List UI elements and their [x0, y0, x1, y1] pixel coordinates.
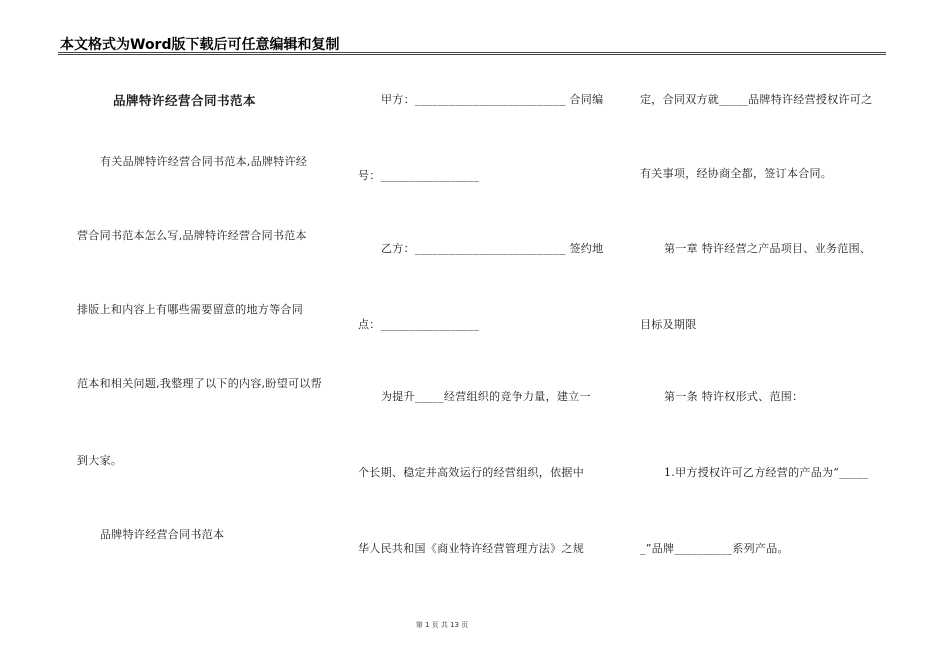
header-rule — [58, 52, 886, 55]
paragraph-line: 营合同书范本怎么写,品牌特许经营合同书范本 — [77, 229, 307, 242]
party-a-line: 甲方：__________________________ 合同编 — [381, 93, 604, 106]
paragraph-line: 华人民共和国《商业特许经营管理方法》之规 — [358, 542, 584, 555]
paragraph-line: 有关品牌特许经营合同书范本,品牌特许经 — [100, 155, 308, 168]
article-heading: 第一条 特许权形式、范围： — [664, 390, 804, 403]
signing-place-line: 点：_________________ — [358, 318, 480, 331]
clause-line: _”品牌__________系列产品。 — [640, 542, 789, 555]
paragraph-line: 为提升_____经营组织的竞争力量，建立一 — [381, 390, 591, 403]
paragraph-line: 范本和相关问题,我整理了以下的内容,盼望可以帮 — [77, 377, 322, 390]
contract-number-line: 号：_________________ — [358, 169, 480, 182]
clause-line: 1.甲方授权许可乙方经营的产品为“_____ — [664, 466, 869, 479]
section-heading: 品牌特许经营合同书范本 — [100, 528, 225, 541]
paragraph-line: 定，合同双方就_____品牌特许经营授权许可之 — [640, 93, 873, 106]
paragraph-line: 排版上和内容上有哪些需要留意的地方等合同 — [77, 303, 303, 316]
document-banner: 本文格式为Word版下载后可任意编辑和复制 — [60, 37, 340, 53]
chapter-heading-cont: 目标及期限 — [640, 318, 697, 331]
paragraph-line: 个长期、稳定并高效运行的经营组织，依据中 — [358, 466, 584, 479]
paragraph-line: 有关事项，经协商全都，签订本合同。 — [640, 167, 833, 180]
chapter-heading: 第一章 特许经营之产品项目、业务范围、 — [664, 242, 872, 255]
document-title: 品牌特许经营合同书范本 — [113, 93, 257, 108]
party-b-line: 乙方：__________________________ 签约地 — [381, 242, 604, 255]
paragraph-line: 到大家。 — [77, 454, 123, 467]
page-number: 第 1 页 共 13 页 — [415, 621, 469, 629]
